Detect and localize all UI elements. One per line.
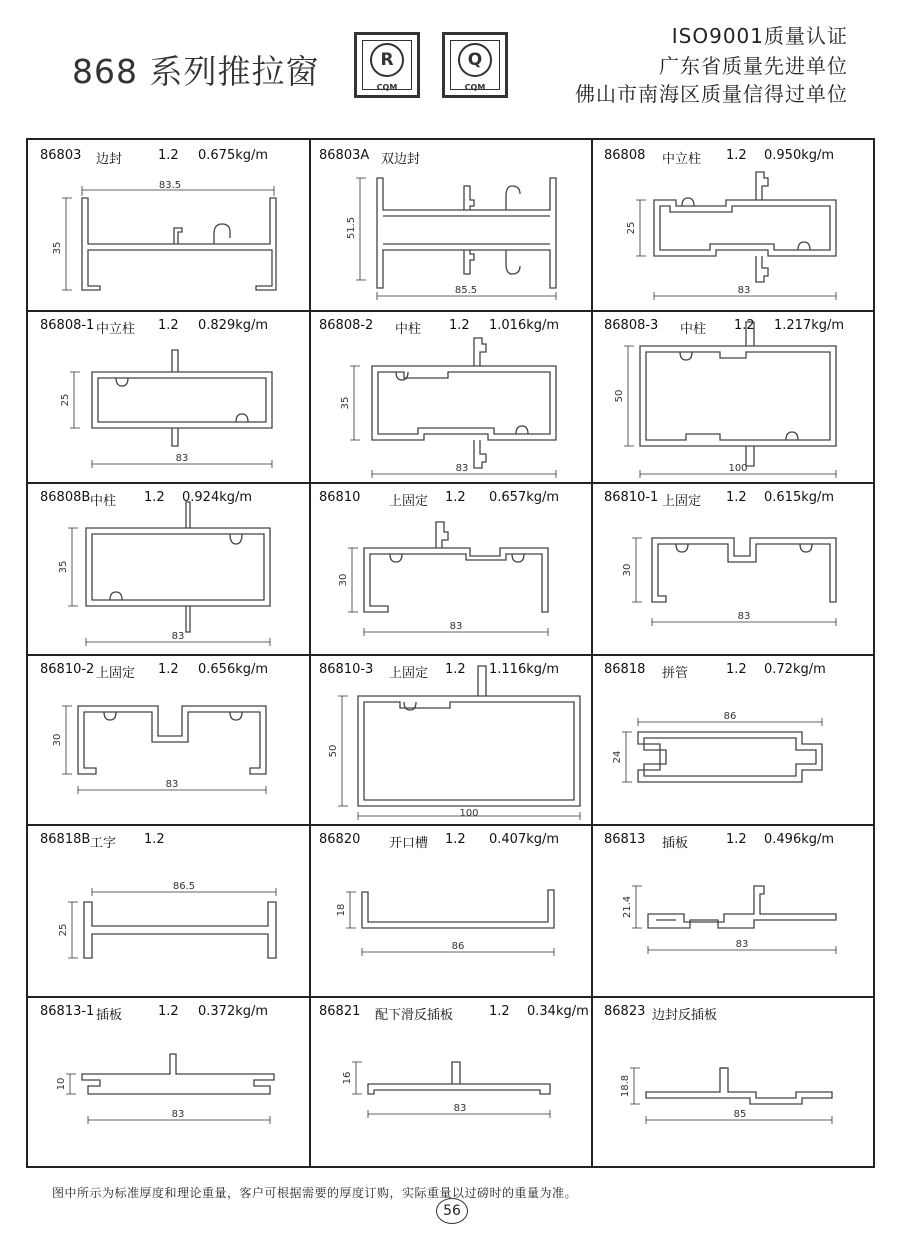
dim-86803a-height: 51.5 (346, 216, 357, 240)
dim-86810-2-width: 83 (165, 779, 179, 790)
profile-code: 86813 (604, 832, 646, 847)
dim-86808b-height: 35 (58, 560, 69, 574)
dim-86821-width: 83 (453, 1103, 467, 1114)
profile-thickness: 1.2 (158, 1004, 179, 1019)
profile-thickness: 1.2 (445, 662, 466, 677)
dim-86810-width: 83 (449, 621, 463, 632)
dim-86813-1-width: 83 (171, 1109, 185, 1120)
profile-name: 上固定 (96, 666, 136, 681)
profile-86810-1-drawing (652, 538, 836, 602)
profile-name: 开口槽 (389, 836, 429, 851)
profile-name: 插板 (96, 1008, 123, 1023)
profile-thickness: 1.2 (726, 662, 747, 677)
dim-86810-1-width: 83 (737, 611, 751, 622)
dim-86818-width: 86 (723, 711, 737, 722)
profile-86808b-drawing (86, 502, 270, 632)
profile-code: 86803A (319, 148, 370, 163)
profile-86808-drawing (654, 172, 836, 282)
profile-code: 86808-2 (319, 318, 374, 333)
profile-86821-drawing (368, 1062, 550, 1094)
page-number: 56 (436, 1198, 468, 1224)
profile-code: 86821 (319, 1004, 361, 1019)
profile-name: 中柱 (395, 322, 422, 337)
dim-86808-1-height: 25 (60, 393, 71, 407)
profile-weight: 0.615kg/m (764, 490, 835, 505)
dim-86818b-width: 86.5 (172, 881, 196, 892)
dim-86820-width: 86 (451, 941, 465, 952)
profile-86810-3-drawing (358, 666, 580, 806)
dim-86803-width: 83.5 (158, 180, 182, 191)
profile-86818-drawing (638, 732, 822, 782)
dim-86810-3-width: 100 (459, 808, 479, 819)
profile-name: 上固定 (389, 666, 429, 681)
profile-thickness: 1.2 (158, 148, 179, 163)
profile-weight: 0.72kg/m (764, 662, 826, 677)
profile-weight: 0.950kg/m (764, 148, 835, 163)
cert-iso: ISO9001质量认证 (671, 24, 848, 48)
profile-name: 中立柱 (662, 152, 702, 167)
dim-86818-height: 24 (612, 750, 623, 764)
dim-86808-width: 83 (737, 285, 751, 296)
dim-86813-1-height: 10 (56, 1077, 67, 1091)
profile-name: 拼管 (662, 666, 689, 681)
dim-86808-height: 25 (626, 221, 637, 235)
footnote: 图中所示为标准厚度和理论重量，客户可根据需要的厚度订购，实际重量以过磅时的重量为准。 (52, 1186, 578, 1200)
profile-name: 中柱 (680, 322, 707, 337)
dim-86810-1-height: 30 (622, 563, 633, 577)
profile-thickness: 1.2 (726, 148, 747, 163)
profile-thickness: 1.2 (489, 1004, 510, 1019)
profile-weight: 0.372kg/m (198, 1004, 269, 1019)
profile-thickness: 1.2 (144, 490, 165, 505)
profile-weight: 0.675kg/m (198, 148, 269, 163)
profile-code: 86808-1 (40, 318, 95, 333)
profile-weight: 0.656kg/m (198, 662, 269, 677)
dim-86823-width: 85 (733, 1109, 747, 1120)
logo-r-symbol: R (370, 43, 404, 77)
dim-86808-3-height: 50 (614, 389, 625, 403)
dim-86808-2-width: 83 (455, 463, 469, 474)
dim-86820-height: 18 (336, 903, 347, 917)
logo-q-text: CQM (464, 83, 486, 92)
profile-weight: 0.407kg/m (489, 832, 560, 847)
profile-code: 86808 (604, 148, 646, 163)
profile-code: 86813-1 (40, 1004, 95, 1019)
page-title: 868 系列推拉窗 (72, 52, 320, 91)
profile-weight: 0.924kg/m (182, 490, 253, 505)
profile-thickness: 1.2 (158, 318, 179, 333)
profile-name: 配下滑反插板 (375, 1008, 454, 1023)
logo-q-symbol: Q (458, 43, 492, 77)
dim-86808-3-width: 100 (728, 463, 748, 474)
dim-86803a-width: 85.5 (454, 285, 478, 296)
profile-code: 86810-1 (604, 490, 659, 505)
dim-86810-2-height: 30 (52, 733, 63, 747)
profile-86810-drawing (364, 522, 548, 612)
dim-86808b-width: 83 (171, 631, 185, 642)
dim-86810-height: 30 (338, 573, 349, 587)
profile-name: 边封反插板 (652, 1008, 718, 1023)
profile-thickness: 1.2 (726, 832, 747, 847)
profile-weight: 0.657kg/m (489, 490, 560, 505)
profile-name: 工字 (90, 836, 117, 851)
profile-86810-2-drawing (78, 706, 266, 774)
profile-name: 插板 (662, 836, 689, 851)
dim-86808-1-width: 83 (175, 453, 189, 464)
profile-thickness: 1.2 (158, 662, 179, 677)
profile-code: 86810 (319, 490, 361, 505)
logo-r-text: CQM (376, 83, 398, 92)
profile-code: 86818B (40, 832, 91, 847)
profile-name: 中柱 (90, 494, 117, 509)
profile-86803a-drawing (377, 178, 556, 288)
dim-86818b-height: 25 (58, 923, 69, 937)
profile-code: 86810-3 (319, 662, 374, 677)
dim-86823-height: 18.8 (620, 1074, 631, 1098)
profile-code: 86823 (604, 1004, 646, 1019)
profile-name: 双边封 (381, 152, 421, 167)
dim-86813-width: 83 (735, 939, 749, 950)
profile-thickness: 1.2 (449, 318, 470, 333)
dim-86821-height: 16 (342, 1071, 353, 1085)
cert-guangdong: 广东省质量先进单位 (659, 54, 848, 78)
profile-86818b-drawing (84, 902, 276, 958)
profile-86808-1-drawing (92, 350, 272, 446)
profile-thickness: 1.2 (445, 490, 466, 505)
dim-86808-2-height: 35 (340, 396, 351, 410)
profile-weight: 0.829kg/m (198, 318, 269, 333)
dim-86810-3-height: 50 (328, 744, 339, 758)
profile-name: 上固定 (662, 494, 702, 509)
profile-86820-drawing (362, 890, 554, 928)
profile-code: 86803 (40, 148, 82, 163)
profile-name: 上固定 (389, 494, 429, 509)
profile-code: 86820 (319, 832, 361, 847)
profile-weight: 1.116kg/m (489, 662, 560, 677)
profile-86803-drawing (82, 198, 276, 290)
profile-thickness: 1.2 (726, 490, 747, 505)
profile-86808-2-drawing (372, 338, 556, 468)
profile-thickness: 1.2 (734, 318, 755, 333)
profile-86813-1-drawing (82, 1054, 274, 1094)
profile-86808-3-drawing (640, 322, 836, 466)
profile-code: 86808-3 (604, 318, 659, 333)
profile-weight: 1.217kg/m (774, 318, 845, 333)
profile-code: 86808B (40, 490, 91, 505)
profile-weight: 0.34kg/m (527, 1004, 589, 1019)
profile-name: 中立柱 (96, 322, 136, 337)
profile-86813-drawing (648, 886, 836, 928)
dim-86813-height: 21.4 (622, 895, 633, 919)
profile-thickness: 1.2 (144, 832, 165, 847)
profile-code: 86810-2 (40, 662, 95, 677)
profile-code: 86818 (604, 662, 646, 677)
profile-name: 边封 (96, 152, 123, 167)
dim-86803-height: 35 (52, 241, 63, 255)
profile-86823-drawing (646, 1068, 832, 1104)
profile-weight: 0.496kg/m (764, 832, 835, 847)
profile-thickness: 1.2 (445, 832, 466, 847)
cert-foshan: 佛山市南海区质量信得过单位 (575, 82, 848, 106)
profile-weight: 1.016kg/m (489, 318, 560, 333)
